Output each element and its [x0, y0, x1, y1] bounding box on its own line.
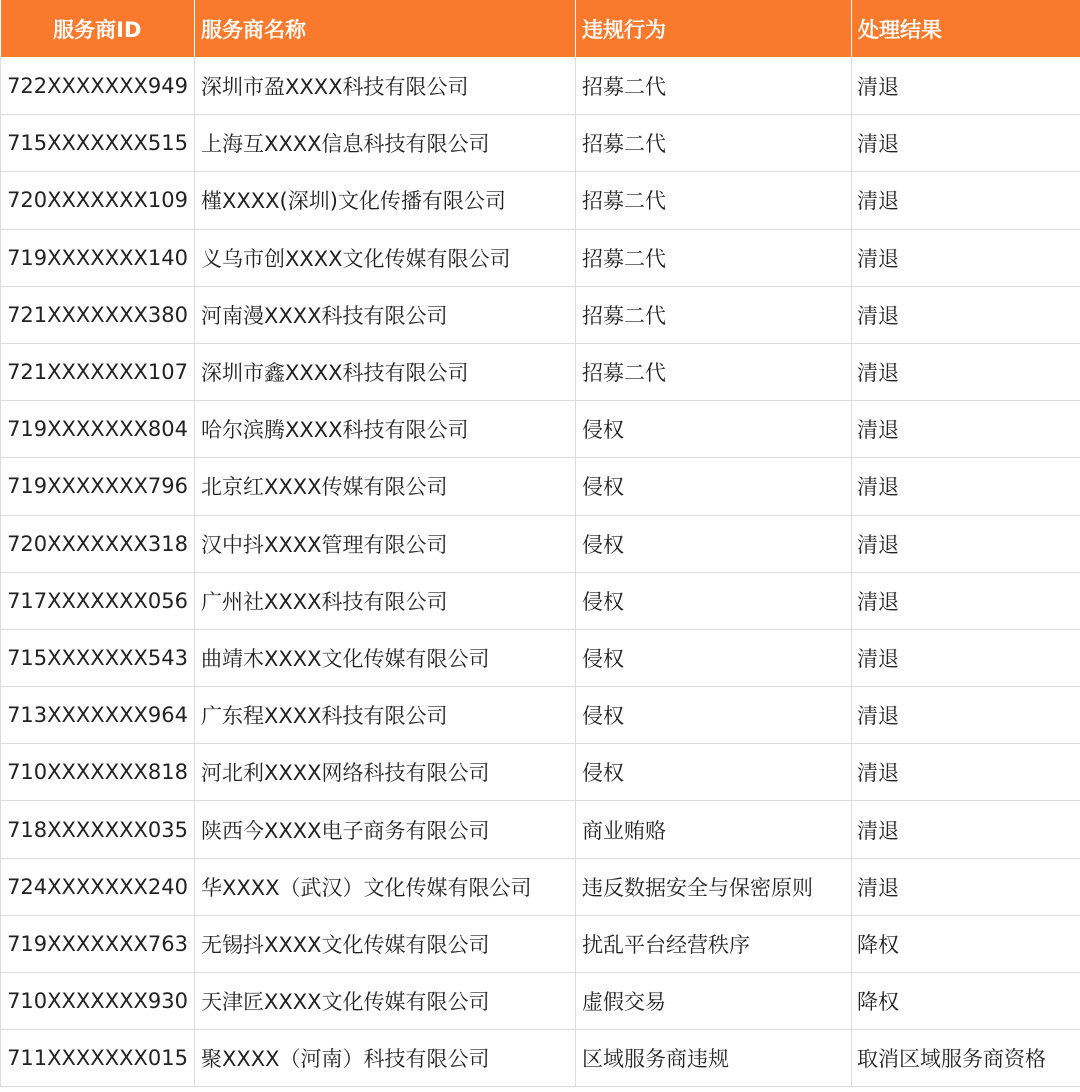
provider-id-cell: 713XXXXXXX964: [1, 687, 195, 744]
provider-name-cell: 无锡抖XXXX文化传媒有限公司: [195, 915, 576, 972]
result-cell: 清退: [852, 629, 1080, 686]
result-cell: 清退: [852, 515, 1080, 572]
provider-name-cell: 陕西今XXXX电子商务有限公司: [195, 801, 576, 858]
result-cell: 清退: [852, 115, 1080, 172]
table-row: [1, 115, 1080, 172]
table-row: [1, 58, 1080, 115]
table-row: [1, 744, 1080, 801]
provider-id-cell: 719XXXXXXX763: [1, 915, 195, 972]
violation-cell: 招募二代: [576, 343, 852, 400]
provider-name-cell: 汉中抖XXXX管理有限公司: [195, 515, 576, 572]
table-row: [1, 1030, 1080, 1087]
table-row: [1, 515, 1080, 572]
provider-name-cell: 哈尔滨腾XXXX科技有限公司: [195, 401, 576, 458]
violation-cell: 侵权: [576, 629, 852, 686]
violation-cell: 招募二代: [576, 58, 852, 115]
violation-cell: 商业贿赂: [576, 801, 852, 858]
provider-name-cell: 曲靖木XXXX文化传媒有限公司: [195, 629, 576, 686]
violation-cell: 虚假交易: [576, 973, 852, 1030]
provider-name-cell: 上海互XXXX信息科技有限公司: [195, 115, 576, 172]
header-result: 处理结果: [852, 0, 1080, 58]
provider-name-cell: 深圳市鑫XXXX科技有限公司: [195, 343, 576, 400]
result-cell: 清退: [852, 744, 1080, 801]
table-row: [1, 572, 1080, 629]
provider-id-cell: 715XXXXXXX543: [1, 629, 195, 686]
violation-cell: 侵权: [576, 515, 852, 572]
violation-cell: 违反数据安全与保密原则: [576, 858, 852, 915]
result-cell: 清退: [852, 172, 1080, 229]
table-body: [1, 58, 1080, 1087]
provider-name-cell: 广州社XXXX科技有限公司: [195, 572, 576, 629]
provider-name-cell: 深圳市盈XXXX科技有限公司: [195, 58, 576, 115]
table-row: [1, 858, 1080, 915]
table-row: [1, 629, 1080, 686]
result-cell: 清退: [852, 286, 1080, 343]
table-row: [1, 915, 1080, 972]
provider-id-cell: 720XXXXXXX109: [1, 172, 195, 229]
table-row: [1, 172, 1080, 229]
provider-id-cell: 722XXXXXXX949: [1, 58, 195, 115]
table-row: [1, 687, 1080, 744]
provider-id-cell: 719XXXXXXX140: [1, 229, 195, 286]
violation-cell: 侵权: [576, 572, 852, 629]
violation-cell: 侵权: [576, 458, 852, 515]
provider-id-cell: 717XXXXXXX056: [1, 572, 195, 629]
violation-cell: 招募二代: [576, 172, 852, 229]
provider-id-cell: 724XXXXXXX240: [1, 858, 195, 915]
provider-name-cell: 槿XXXX(深圳)文化传播有限公司: [195, 172, 576, 229]
provider-id-cell: 720XXXXXXX318: [1, 515, 195, 572]
violation-cell: 侵权: [576, 687, 852, 744]
header-provider-name: 服务商名称: [195, 0, 576, 58]
header-provider-id: 服务商ID: [1, 0, 195, 58]
table-row: [1, 973, 1080, 1030]
table-row: [1, 343, 1080, 400]
result-cell: 清退: [852, 687, 1080, 744]
violation-cell: 招募二代: [576, 286, 852, 343]
provider-id-cell: 715XXXXXXX515: [1, 115, 195, 172]
provider-name-cell: 广东程XXXX科技有限公司: [195, 687, 576, 744]
result-cell: 降权: [852, 915, 1080, 972]
violation-cell: 侵权: [576, 401, 852, 458]
result-cell: 清退: [852, 58, 1080, 115]
provider-id-cell: 719XXXXXXX804: [1, 401, 195, 458]
provider-id-cell: 718XXXXXXX035: [1, 801, 195, 858]
table-row: [1, 286, 1080, 343]
provider-id-cell: 711XXXXXXX015: [1, 1030, 195, 1087]
result-cell: 清退: [852, 858, 1080, 915]
table-header-row: [1, 0, 1080, 58]
result-cell: 清退: [852, 343, 1080, 400]
violation-cell: 侵权: [576, 744, 852, 801]
violation-cell: 招募二代: [576, 229, 852, 286]
provider-name-cell: 义乌市创XXXX文化传媒有限公司: [195, 229, 576, 286]
provider-id-cell: 721XXXXXXX107: [1, 343, 195, 400]
table-row: [1, 458, 1080, 515]
table-row: [1, 229, 1080, 286]
result-cell: 清退: [852, 401, 1080, 458]
result-cell: 取消区域服务商资格: [852, 1030, 1080, 1087]
violation-cell: 区域服务商违规: [576, 1030, 852, 1087]
provider-name-cell: 河北利XXXX网络科技有限公司: [195, 744, 576, 801]
result-cell: 清退: [852, 229, 1080, 286]
violation-cell: 扰乱平台经营秩序: [576, 915, 852, 972]
result-cell: 清退: [852, 801, 1080, 858]
provider-name-cell: 北京红XXXX传媒有限公司: [195, 458, 576, 515]
table-row: [1, 801, 1080, 858]
result-cell: 清退: [852, 458, 1080, 515]
provider-id-cell: 719XXXXXXX796: [1, 458, 195, 515]
provider-id-cell: 721XXXXXXX380: [1, 286, 195, 343]
result-cell: 降权: [852, 973, 1080, 1030]
provider-name-cell: 天津匠XXXX文化传媒有限公司: [195, 973, 576, 1030]
provider-name-cell: 河南漫XXXX科技有限公司: [195, 286, 576, 343]
table-row: [1, 401, 1080, 458]
violation-cell: 招募二代: [576, 115, 852, 172]
provider-name-cell: 华XXXX（武汉）文化传媒有限公司: [195, 858, 576, 915]
provider-id-cell: 710XXXXXXX818: [1, 744, 195, 801]
provider-name-cell: 聚XXXX（河南）科技有限公司: [195, 1030, 576, 1087]
header-violation: 违规行为: [576, 0, 852, 58]
result-cell: 清退: [852, 572, 1080, 629]
provider-id-cell: 710XXXXXXX930: [1, 973, 195, 1030]
